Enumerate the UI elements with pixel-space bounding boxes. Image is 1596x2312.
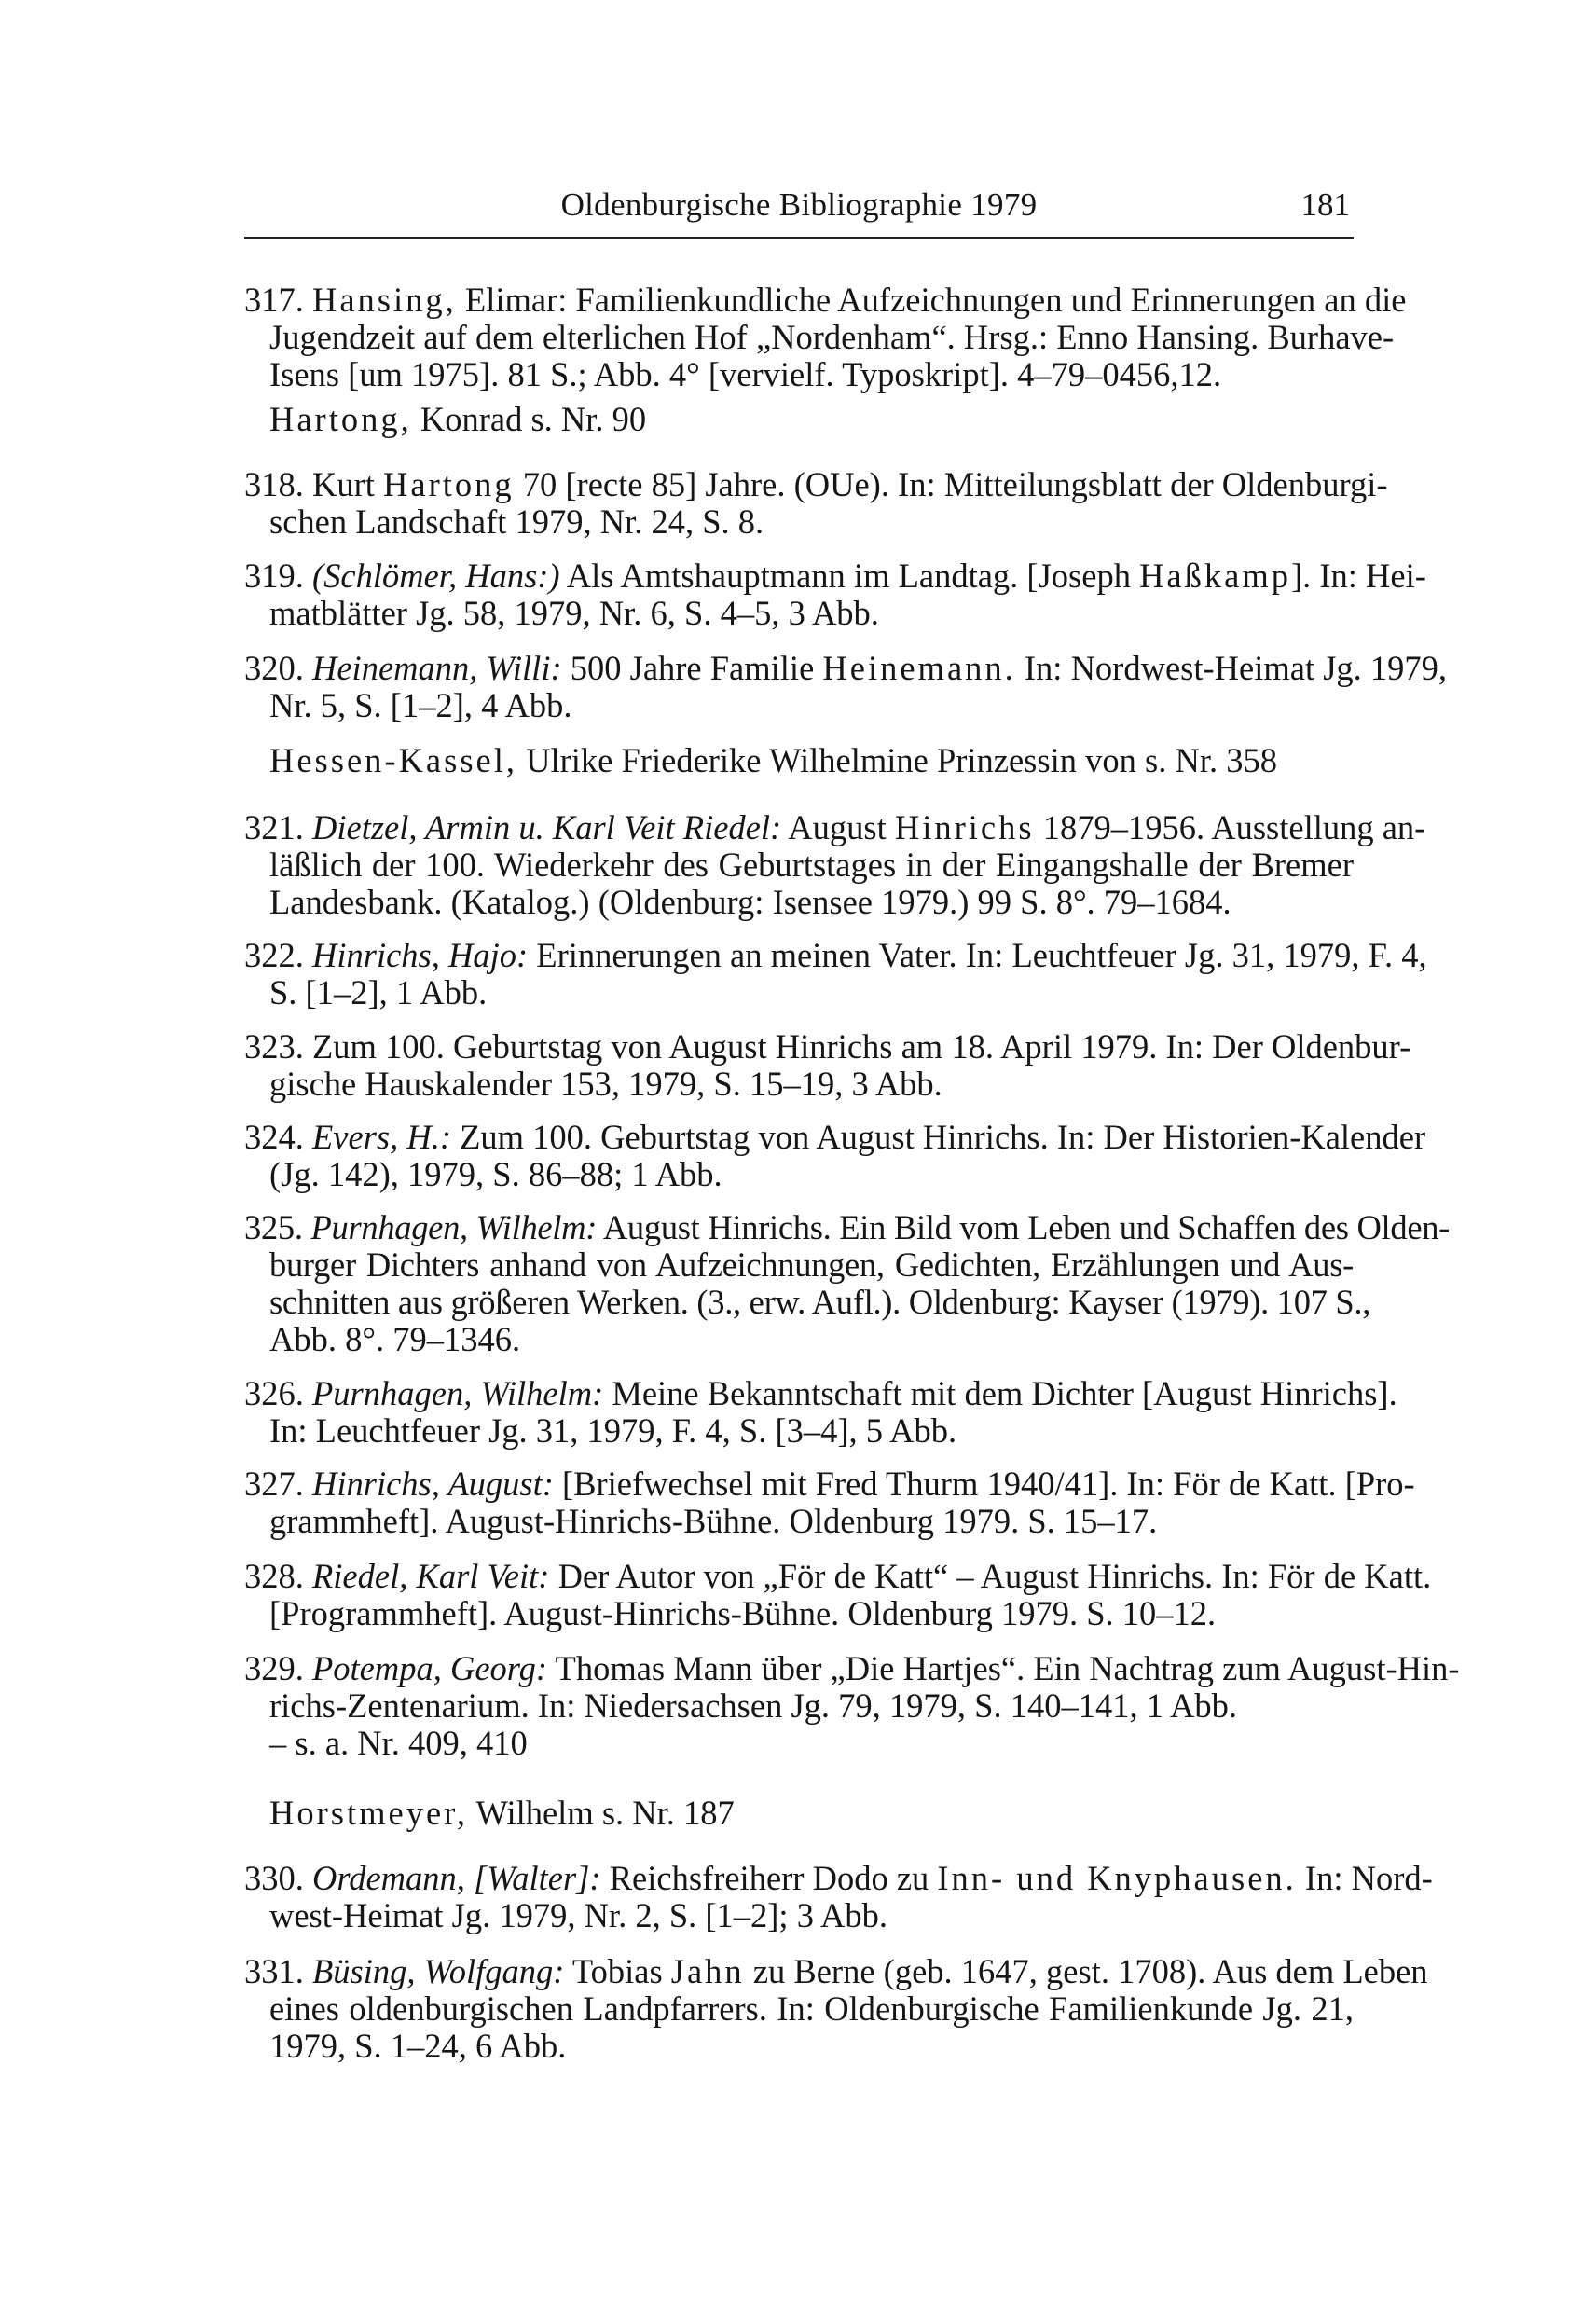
- entry-number: 320.: [244, 649, 304, 687]
- xref-name: Hessen-Kassel,: [269, 741, 518, 779]
- entry-text: gische Hauskalender 153, 1979, S. 15–19, 3 Abb.: [269, 1065, 942, 1103]
- entry-319: [244, 557, 1426, 632]
- entry-text: west-Heimat Jg. 1979, Nr. 2, S. [1–2]; 3 Abb.: [269, 1896, 888, 1934]
- spaced-name: Haßkamp: [1139, 557, 1291, 595]
- entry-text: [Briefwechsel mit Fred Thurm 1940/41]. In: För de Katt. [Pro-: [562, 1465, 1415, 1503]
- entry-number: 324.: [244, 1118, 304, 1156]
- entry-author: (Schlömer, Hans:): [312, 557, 560, 595]
- entry-text: 70 [recte 85] Jahre. (OUe). In: Mitteilungsblatt der Oldenburgi-: [522, 465, 1388, 503]
- entry-text: Als Amtshauptmann im Landtag. [Joseph: [566, 557, 1131, 595]
- entry-text: Jugendzeit auf dem elterlichen Hof „Nordenham“. Hrsg.: Enno Hansing. Burhave-: [269, 318, 1395, 356]
- entry-number: 321.: [244, 808, 304, 846]
- entry-321: [244, 808, 1426, 921]
- entry-author: Hinrichs, Hajo:: [312, 936, 529, 974]
- spaced-name: Hinrichs: [894, 808, 1035, 846]
- entry-number: 331.: [244, 1952, 304, 1990]
- entry-author: Evers, H.:: [312, 1118, 451, 1156]
- entry-text: Kurt: [312, 465, 375, 503]
- entry-text: Nr. 5, S. [1–2], 4 Abb.: [269, 686, 572, 724]
- entry-author: Riedel, Karl Veit:: [312, 1557, 550, 1595]
- entry-text: Abb. 8°. 79–1346.: [269, 1320, 521, 1358]
- entry-text: Zum 100. Geburtstag von August Hinrichs am 18. April 1979. In: Der Oldenbur-: [312, 1027, 1411, 1066]
- spaced-name: Inn- und Knyphausen.: [937, 1859, 1297, 1897]
- entry-text: Landesbank. (Katalog.) (Oldenburg: Isensee 1979.) 99 S. 8°. 79–1684.: [269, 883, 1231, 921]
- entry-text: In: Nord-: [1304, 1859, 1433, 1897]
- xref-text: Ulrike Friederike Wilhelmine Prinzessin von s. Nr. 358: [526, 741, 1277, 779]
- entry-text: Meine Bekanntschaft mit dem Dichter [August Hinrichs].: [612, 1374, 1397, 1412]
- entry-331: [244, 1952, 1428, 2065]
- entry-number: 317.: [244, 281, 304, 319]
- entry-number: 319.: [244, 557, 304, 595]
- entry-text: (Jg. 142), 1979, S. 86–88; 1 Abb.: [269, 1155, 722, 1193]
- entry-author: Purnhagen, Wilhelm:: [312, 1374, 604, 1412]
- cross-reference-horstmeyer: [269, 1795, 1354, 1832]
- entry-number: 323.: [244, 1027, 304, 1066]
- entry-text: August Hinrichs. Ein Bild vom Leben und Schaffen des Olden-: [602, 1208, 1451, 1246]
- entry-text: August: [788, 808, 887, 846]
- entry-text: zu Berne (geb. 1647, gest. 1708). Aus dem Leben: [752, 1952, 1428, 1990]
- entry-text: Zum 100. Geburtstag von August Hinrichs. In: Der Historien-Kalender: [460, 1118, 1426, 1156]
- entry-327: [244, 1465, 1415, 1540]
- entry-number: 325.: [244, 1208, 303, 1246]
- entry-text: Elimar: Familienkundliche Aufzeichnungen und Erinnerungen an die: [464, 281, 1407, 319]
- entry-text: Isens [um 1975]. 81 S.; Abb. 4° [vervielf. Typoskript]. 4–79–0456,12.: [269, 355, 1222, 393]
- entry-330: [244, 1859, 1433, 1934]
- spaced-name: Jahn: [670, 1952, 745, 1990]
- entry-text: Erinnerungen an meinen Vater. In: Leuchtfeuer Jg. 31, 1979, F. 4,: [536, 936, 1427, 974]
- running-header: [244, 185, 1354, 239]
- entry-text: läßlich der 100. Wiederkehr des Geburtstages in der Eingangshalle der Bremer: [269, 846, 1354, 884]
- entry-author: Dietzel, Armin u. Karl Veit Riedel:: [312, 808, 782, 846]
- entry-number: 326.: [244, 1374, 304, 1412]
- xref-name: Horstmeyer,: [269, 1794, 468, 1832]
- entry-author: Purnhagen, Wilhelm:: [310, 1208, 598, 1246]
- xref-text: Wilhelm s. Nr. 187: [475, 1794, 735, 1832]
- entry-number: 328.: [244, 1557, 304, 1595]
- entry-324: [244, 1118, 1426, 1193]
- entry-317: [244, 281, 1407, 393]
- entry-text: – s. a. Nr. 409, 410: [269, 1724, 528, 1762]
- xref-name: Hartong,: [269, 400, 412, 438]
- entry-number: 329.: [244, 1649, 304, 1687]
- entry-text: Reichsfreiherr Dodo zu: [609, 1859, 929, 1897]
- spaced-author: Hansing,: [312, 281, 457, 319]
- entry-320: [244, 649, 1448, 724]
- entry-text: schnitten aus größeren Werken. (3., erw. Aufl.). Oldenburg: Kayser (1979). 107 S.,: [269, 1283, 1371, 1321]
- entry-author: Heinemann, Willi:: [312, 649, 562, 687]
- entry-text: schen Landschaft 1979, Nr. 24, S. 8.: [269, 502, 764, 541]
- entry-author: Ordemann, [Walter]:: [312, 1859, 601, 1897]
- entry-text: [Programmheft]. August-Hinrichs-Bühne. Oldenburg 1979. S. 10–12.: [269, 1594, 1217, 1632]
- xref-text: Konrad s. Nr. 90: [420, 400, 647, 438]
- entry-325: [244, 1208, 1451, 1358]
- entry-text: grammheft]. August-Hinrichs-Bühne. Oldenburg 1979. S. 15–17.: [269, 1502, 1158, 1540]
- spaced-name: Heinemann.: [822, 649, 1016, 687]
- entry-text: eines oldenburgischen Landpfarrers. In: Oldenburgische Familienkunde Jg. 21,: [269, 1989, 1354, 2028]
- cross-reference-hessen-kassel: [269, 742, 1354, 779]
- spaced-name: Hartong: [383, 465, 515, 503]
- entry-number: 318.: [244, 465, 304, 503]
- running-title: Oldenburgische Bibliographie 1979: [560, 186, 1038, 223]
- entry-text: matblätter Jg. 58, 1979, Nr. 6, S. 4–5, 3 Abb.: [269, 594, 879, 632]
- entry-text: S. [1–2], 1 Abb.: [269, 973, 488, 1012]
- entry-text: 1879–1956. Ausstellung an-: [1042, 808, 1426, 846]
- entry-author: Potempa, Georg:: [312, 1649, 548, 1687]
- entry-number: 322.: [244, 936, 304, 974]
- entry-326: [244, 1374, 1397, 1450]
- entry-text: richs-Zentenarium. In: Niedersachsen Jg. 79, 1979, S. 140–141, 1 Abb.: [269, 1686, 1238, 1725]
- entry-328: [244, 1557, 1432, 1632]
- entry-323: [244, 1027, 1411, 1103]
- entry-322: [244, 936, 1427, 1012]
- entry-number: 327.: [244, 1465, 304, 1503]
- entry-text: Der Autor von „För de Katt“ – August Hinrichs. In: För de Katt.: [557, 1557, 1432, 1595]
- entry-text: 1979, S. 1–24, 6 Abb.: [269, 2027, 567, 2065]
- entry-number: 330.: [244, 1859, 304, 1897]
- entry-text: In: Nordwest-Heimat Jg. 1979,: [1024, 649, 1448, 687]
- entry-author: Hinrichs, August:: [312, 1465, 554, 1503]
- entry-text: In: Leuchtfeuer Jg. 31, 1979, F. 4, S. [3–4], 5 Abb.: [269, 1411, 957, 1450]
- entry-author: Büsing, Wolfgang:: [312, 1952, 565, 1990]
- cross-reference-hartong: [269, 401, 1354, 438]
- entry-text: Thomas Mann über „Die Hartjes“. Ein Nachtrag zum August-Hin-: [555, 1649, 1460, 1687]
- entry-text: burger Dichters anhand von Aufzeichnungen, Gedichten, Erzählungen und Aus-: [269, 1245, 1354, 1284]
- entry-318: [244, 465, 1388, 541]
- page-number: 181: [1300, 186, 1350, 223]
- entry-text: 500 Jahre Familie: [570, 649, 815, 687]
- entry-329: [244, 1649, 1460, 1762]
- entry-text: Tobias: [571, 1952, 663, 1990]
- entry-text: ]. In: Hei-: [1290, 557, 1426, 595]
